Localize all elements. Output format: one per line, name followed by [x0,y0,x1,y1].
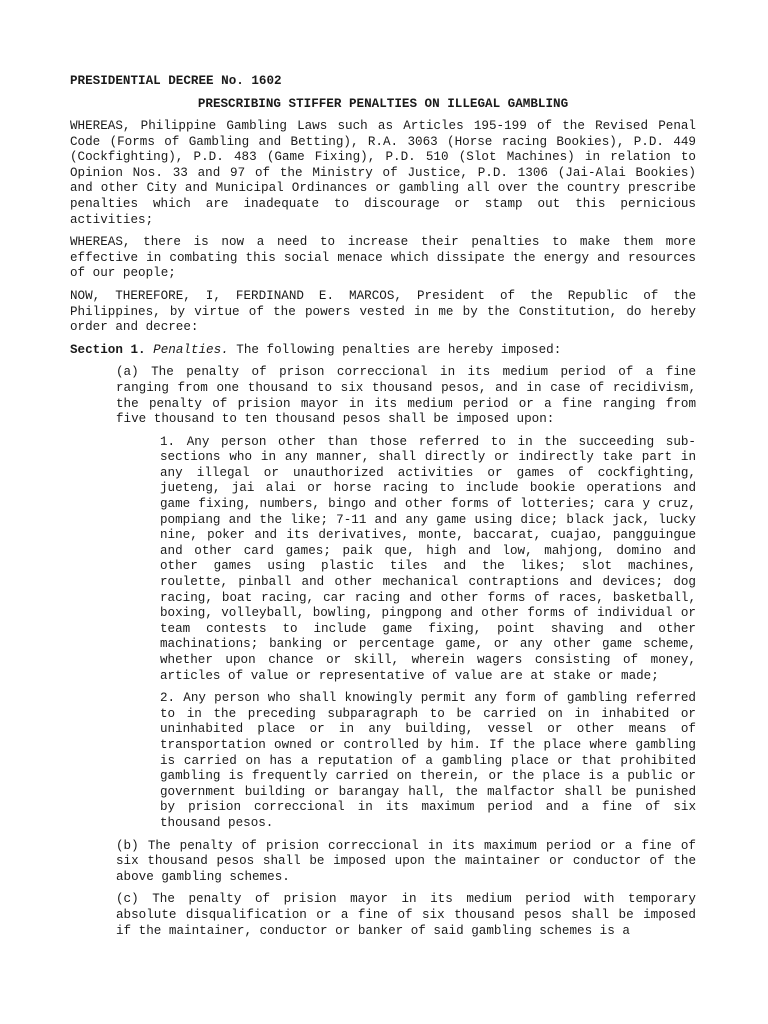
paragraph-a: (a) The penalty of prison correccional in its medium period of a fine ranging from one thousand to six thousand pesos, and in case of recidivism, the penalty of prision mayor in its medium period or a fine ranging from five thousand to ten thousand pesos shall be imposed upon: [116,365,696,427]
item-1: 1. Any person other than those referred to in the succeeding sub-sections who in any manner, shall directly or indirectly take part in any illegal or unauthorized activities or games of cockfighting, jueteng, jai alai or horse racing to include bookie operations and game fixing, numbers, bingo and other forms of lotteries; cara y cruz, pompiang and the like; 7-11 and any game using dice; black jack, lucky nine, poker and its derivatives, monte, baccarat, cuajao, pangguingue and other card games; paik que, high and low, mahjong, domino and other games using plastic tiles and the likes; slot machines, roulette, pinball and other mechanical contraptions and devices; dog racing, boat racing, car racing and other forms of races, basketball, boxing, volleyball, bowling, pingpong and other forms of individual or team contests to include game fixing, point shaving and other machinations; banking or percentage game, or any other game scheme, whether upon chance or skill, wherein wagers consisting of money, articles of value or representative of value are at stake or made; [160,434,696,683]
paragraph-c: (c) The penalty of prision mayor in its medium period with temporary absolute disqualification or a fine of six thousand pesos shall be imposed if the maintainer, conductor or banker of said gambling schemes is a [116,892,696,938]
whereas-clause-1: WHEREAS, Philippine Gambling Laws such as Articles 195-199 of the Revised Penal Code (Forms of Gambling and Betting), R.A. 3063 (Horse racing Bookies), P.D. 449 (Cockfighting), P.D. 483 (Game Fixing), P.D. 510 (Slot Machines) in relation to Opinion Nos. 33 and 97 of the Ministry of Justice, P.D. 1306 (Jai-Alai Bookies) and other City and Municipal Ordinances or gambling all over the country prescribe penalties which are inadequate to discourage or stamp out this pernicious activities; [70,119,696,227]
document-subtitle: PRESCRIBING STIFFER PENALTIES ON ILLEGAL GAMBLING [197,97,569,111]
section-1-text: The following penalties are hereby imposed: [236,342,562,357]
item-2: 2. Any person who shall knowingly permit any form of gambling referred to in the preceding subparagraph to be carried on in inhabited or uninhabited place or in any building, vessel or other means of transportation owned or controlled by him. If the place where gambling is carried on has a reputation of a gambling place or that prohibited gambling is frequently carried on therein, or the place is a public or government building or barangay hall, the malfactor shall be punished by prision correccional in its maximum period and a fine of six thousand pesos. [160,691,696,830]
section-1-name: Penalties. [153,342,229,357]
section-1 [70,343,696,359]
now-therefore-clause: NOW, THEREFORE, I, FERDINAND E. MARCOS, President of the Republic of the Philippines, by virtue of the powers vested in me by the Constitution, do hereby order and decree: [70,288,696,335]
section-1-heading: Section 1. [70,342,146,357]
document-title: PRESIDENTIAL DECREE No. 1602 [70,74,282,88]
paragraph-b: (b) The penalty of prision correccional in its maximum period or a fine of six thousand pesos shall be imposed upon the maintainer or conductor of the above gambling schemes. [116,838,696,884]
whereas-clause-2: WHEREAS, there is now a need to increase their penalties to make them more effective in combating this social menace which dissipate the energy and resources of our people; [70,235,696,281]
